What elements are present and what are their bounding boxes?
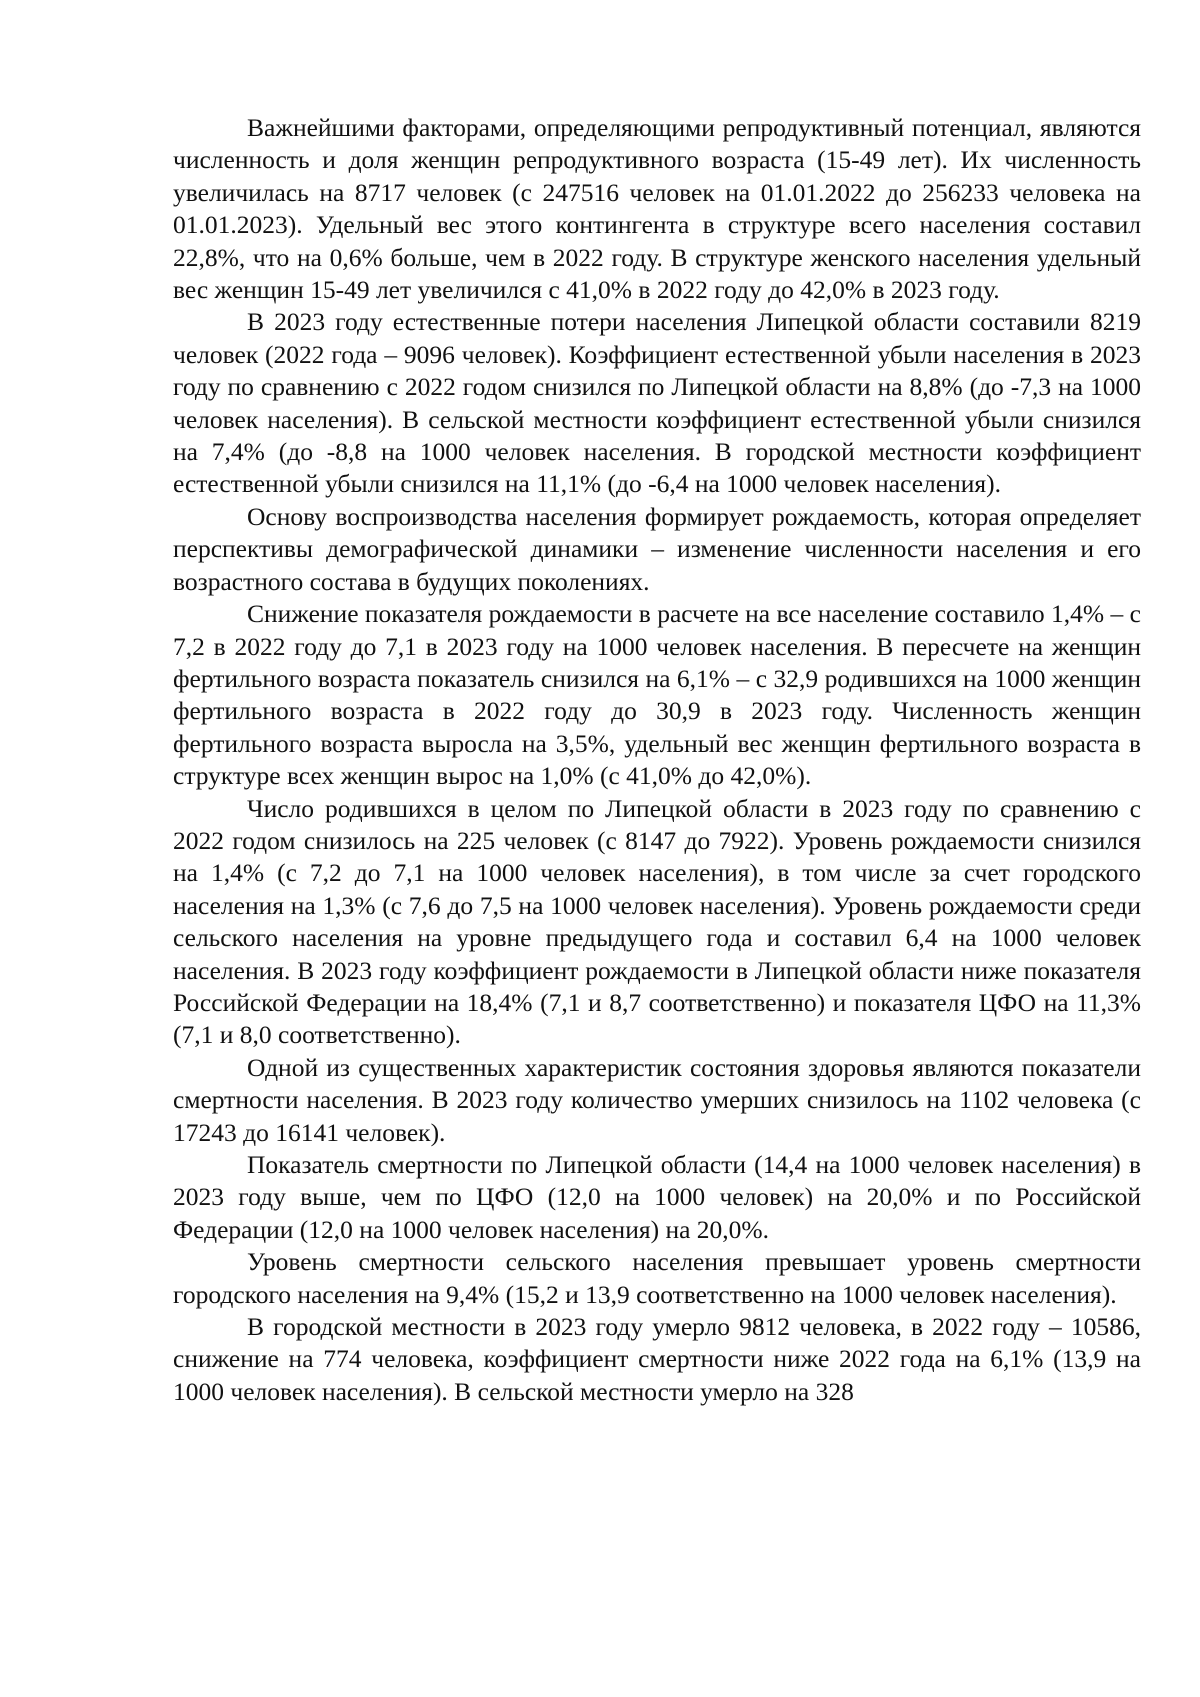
paragraph-mortality-intro: Одной из существенных характеристик состояния здоровья являются показатели смертности населения. В 2023 году количество умерших снизилось на 1102 человека (с 17243 до 16141 человек). [173, 1052, 1141, 1147]
document-page [173, 112, 1141, 1408]
paragraph-natural-loss: В 2023 году естественные потери населения Липецкой области составили 8219 человек (2022 года – 9096 человек). Коэффициент естественной убыли населения в 2023 году по сравнению с 2022 годом снизился по Липецкой области на 8,8% (до -7,3 на 1000 человек населения). В сельской местности коэффициент естественной убыли снизился на 7,4% (до -8,8 на 1000 человек населения. В городской местности коэффициент естественной убыли снизился на 11,1% (до -6,4 на 1000 человек населения). [173, 307, 1141, 499]
paragraph-urban-mortality: В городской местности в 2023 году умерло 9812 человека, в 2022 году – 10586, снижение на 774 человека, коэффициент смертности ниже 2022 года на 6,1% (13,9 на 1000 человек населения). В сельской местности умерло на 328 [173, 1312, 1141, 1406]
paragraph-reproductive-potential: Важнейшими факторами, определяющими репродуктивный потенциал, являются численность и доля женщин репродуктивного возраста (15-49 лет). Их численность увеличилась на 8717 человек (с 247516 человек на 01.01.2022 до 256233 человека на 01.01.2023). Удельный вес этого контингента в структуре всего населения составил 22,8%, что на 0,6% больше, чем в 2022 году. В структуре женского населения удельный вес женщин 15-49 лет увеличился с 41,0% в 2022 году до 42,0% в 2023 году. [173, 113, 1141, 305]
paragraph-mortality-comparison: Показатель смертности по Липецкой области (14,4 на 1000 человек населения) в 2023 году выше, чем по ЦФО (12,0 на 1000 человек) на 20,0% и по Российской Федерации (12,0 на 1000 человек населения) на 20,0%. [173, 1150, 1141, 1244]
paragraph-rural-mortality: Уровень смертности сельского населения превышает уровень смертности городского населения на 9,4% (15,2 и 13,9 соответственно на 1000 человек населения). [173, 1247, 1141, 1309]
paragraph-birth-rate-decline: Снижение показателя рождаемости в расчете на все население составило 1,4% – с 7,2 в 2022 году до 7,1 в 2023 году на 1000 человек населения. В пересчете на женщин фертильного возраста показатель снизился на 6,1% – с 32,9 родившихся на 1000 женщин фертильного возраста в 2022 году до 30,9 в 2023 году. Численность женщин фертильного возраста выросла на 3,5%, удельный вес женщин фертильного возраста в структуре всех женщин вырос на 1,0% (с 41,0% до 42,0%). [173, 599, 1141, 791]
paragraph-births-count: Число родившихся в целом по Липецкой области в 2023 году по сравнению с 2022 годом снизилось на 225 человек (с 8147 до 7922). Уровень рождаемости снизился на 1,4% (с 7,2 до 7,1 на 1000 человек населения), в том числе за счет городского населения на 1,3% (с 7,6 до 7,5 на 1000 человек населения). Уровень рождаемости среди сельского населения на уровне предыдущего года и составил 6,4 на 1000 человек населения. В 2023 году коэффициент рождаемости в Липецкой области ниже показателя Российской Федерации на 18,4% (7,1 и 8,7 соответственно) и показателя ЦФО на 11,3% (7,1 и 8,0 соответственно). [173, 793, 1141, 1050]
paragraph-birth-rate-basis: Основу воспроизводства населения формирует рождаемость, которая определяет перспективы демографической динамики – изменение численности населения и его возрастного состава в будущих поколениях. [173, 501, 1141, 596]
